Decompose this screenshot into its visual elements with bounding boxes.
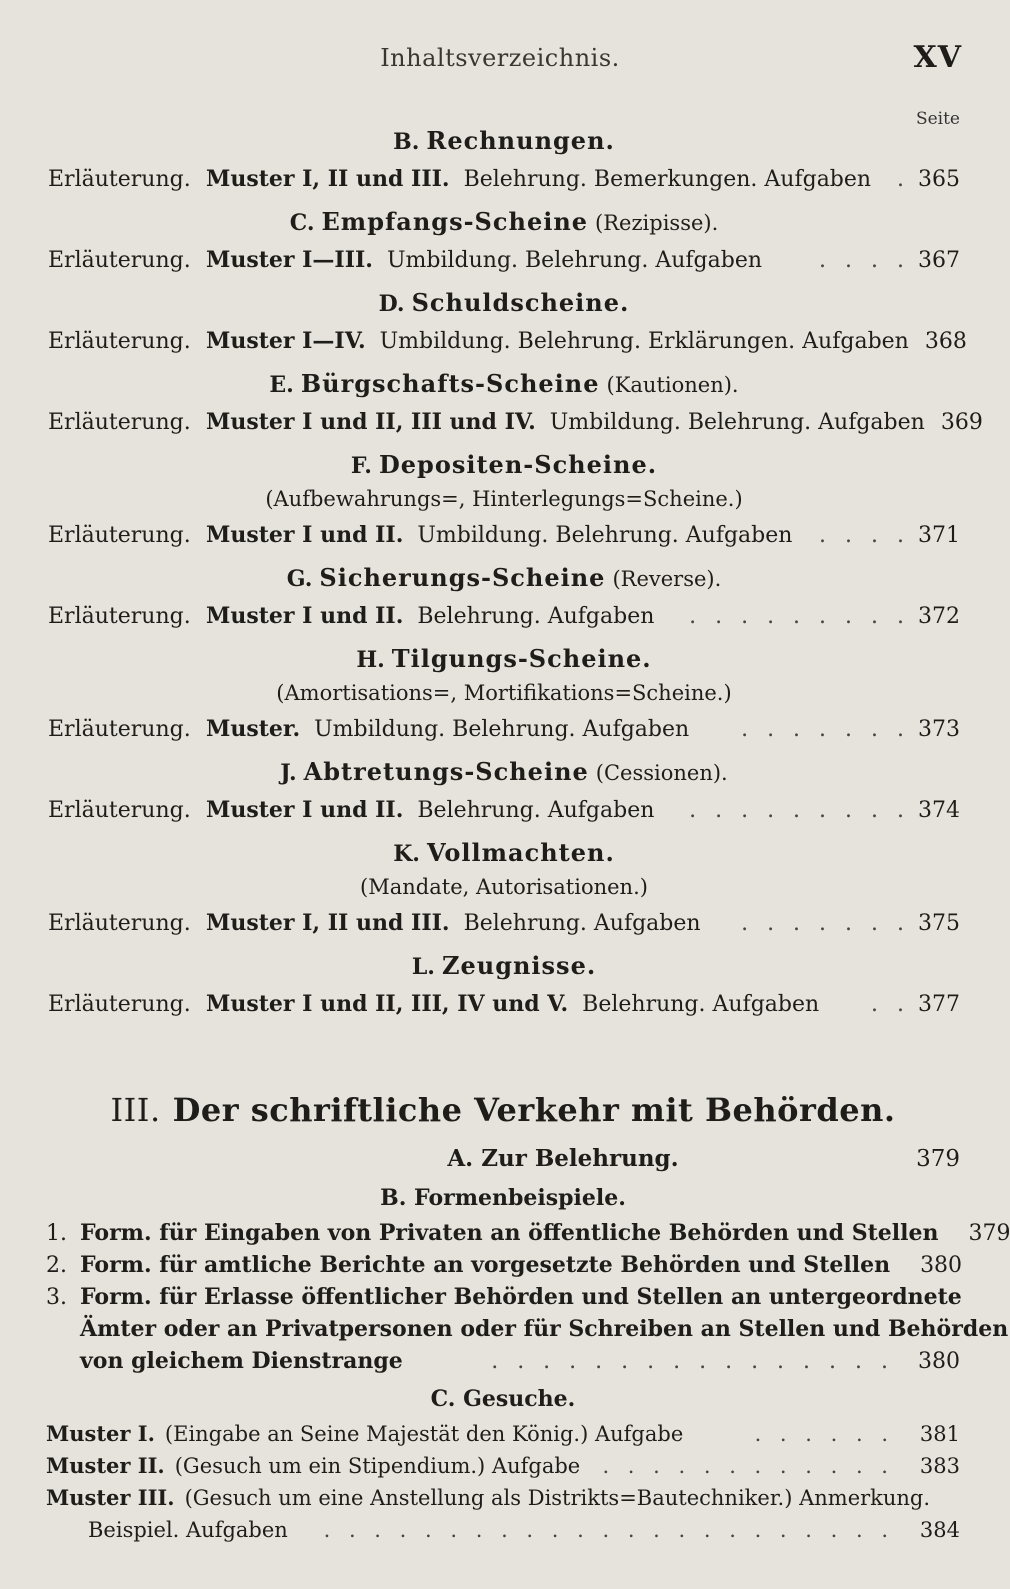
section-letter: H. (356, 647, 385, 673)
entry-topics: Umbildung. Belehrung. Aufgaben (549, 410, 925, 435)
toc-entry[interactable] (48, 790, 960, 834)
entry-page: 371 (918, 523, 960, 548)
section-letter: J. (280, 760, 297, 786)
section-note: (Cessionen). (595, 761, 728, 785)
section-heading (48, 947, 960, 984)
gesuch-continued-text: Beispiel. Aufgaben (88, 1518, 288, 1542)
part-a-page: 379 (916, 1146, 960, 1172)
entry-muster: Muster I und II, III, IV und V. (206, 991, 569, 1017)
leader-dots: . . . . (819, 523, 910, 548)
gesuch-page: 381 (919, 1422, 960, 1446)
form-number: 1. (46, 1221, 67, 1246)
gesuch-muster: Muster II. (46, 1453, 165, 1478)
section-title: Tilgungs-Scheine. (391, 644, 652, 673)
section-title: Zeugnisse. (441, 951, 597, 980)
entry-page: 368 (924, 329, 967, 354)
gesuch-muster: Muster III. (46, 1485, 175, 1510)
section-letter: K. (393, 841, 420, 867)
gesuch-entry[interactable] (46, 1482, 960, 1514)
form-title: Form. für Erlasse öffentlicher Behörden und Stellen an untergeordnete (80, 1284, 962, 1310)
gesuch-entry[interactable] (46, 1450, 960, 1482)
entry-label: Erläuterung. (48, 167, 191, 192)
entry-page: 373 (918, 717, 960, 742)
entry-topics: Belehrung. Aufgaben (463, 911, 701, 936)
gesuch-page: 383 (919, 1454, 960, 1478)
toc-entry[interactable] (48, 402, 983, 446)
entry-page: 365 (918, 167, 960, 192)
section-letter: F. (350, 453, 372, 479)
section-heading (48, 753, 960, 790)
gesuch-title: (Eingabe an Seine Majestät den König.) Aufgabe (164, 1422, 684, 1446)
section-heading (48, 365, 960, 402)
form-title: Form. für amtliche Berichte an vorgesetzte Behörden und Stellen (80, 1252, 891, 1278)
form-page: 379 (968, 1221, 1010, 1246)
running-head (0, 40, 1000, 80)
form-entry[interactable] (46, 1217, 1010, 1249)
chapter-heading (46, 1082, 960, 1138)
seite-label: Seite (915, 109, 960, 129)
entry-label: Erläuterung. (48, 523, 191, 548)
entry-page: 372 (918, 604, 960, 629)
entry-muster: Muster I und II. (206, 797, 404, 823)
section-title: Sicherungs-Scheine (319, 563, 606, 592)
entry-topics: Belehrung. Aufgaben (417, 604, 655, 629)
section-letter: D. (378, 291, 405, 317)
section-title: Depositen-Scheine. (378, 450, 658, 479)
section-title: Abtretungs-Scheine (303, 757, 589, 786)
section-letter: L. (411, 954, 435, 980)
section-title: Rechnungen. (426, 126, 615, 155)
toc-entry[interactable] (48, 709, 960, 753)
entry-muster: Muster I und II. (206, 603, 404, 629)
section-heading (48, 203, 960, 240)
section-subtitle: (Amortisations=, Mortifikations=Scheine.) (276, 681, 732, 705)
entry-page: 369 (940, 410, 983, 435)
section-subtitle: (Aufbewahrungs=, Hinterlegungs=Scheine.) (265, 487, 743, 511)
section-heading (48, 640, 960, 677)
gesuch-title: (Gesuch um eine Anstellung als Distrikts=Bautechniker.) Anmerkung. (184, 1486, 931, 1510)
leader-dots: . (897, 167, 910, 192)
chapter-title: Der schriftliche Verkehr mit Behörden. (172, 1091, 896, 1129)
section-heading (48, 446, 960, 483)
section-note: (Kautionen). (606, 373, 739, 397)
leader-dots: . . . . . . . . . (689, 798, 910, 823)
leader-dots: . . . . . . . . . (689, 604, 910, 629)
gesuch-entry[interactable] (46, 1418, 960, 1450)
section-letter: C. (289, 210, 315, 236)
section-title: Schuldscheine. (411, 288, 630, 317)
chapter-three (46, 1082, 1010, 1546)
toc-entry[interactable] (48, 903, 960, 947)
entry-topics: Belehrung. Aufgaben (417, 798, 655, 823)
leader-dots: . . . . (819, 248, 910, 273)
gesuch-muster: Muster I. (46, 1421, 155, 1446)
entry-topics: Belehrung. Bemerkungen. Aufgaben (463, 167, 872, 192)
gesuch-title: (Gesuch um ein Stipendium.) Aufgabe (174, 1454, 581, 1478)
form-page: 380 (920, 1253, 963, 1278)
section-letter: B. (393, 129, 420, 155)
leader-dots: . . . . . . . . . . . . (602, 1454, 894, 1478)
leader-dots: . . . . . . . (741, 911, 910, 936)
entry-muster: Muster I, II und III. (206, 910, 450, 936)
toc-entry[interactable] (48, 240, 960, 284)
toc-entry[interactable] (48, 596, 960, 640)
entry-page: 367 (918, 248, 960, 273)
form-title: Form. für Eingaben von Privaten an öffentliche Behörden und Stellen (80, 1220, 939, 1246)
toc-entry-zur-belehrung[interactable] (46, 1138, 960, 1180)
form-number: 3. (46, 1285, 67, 1310)
entry-muster: Muster I und II. (206, 522, 404, 548)
leader-dots: . . (871, 992, 910, 1017)
entry-label: Erläuterung. (48, 717, 191, 742)
entry-label: Erläuterung. (48, 992, 191, 1017)
form-title-continued: Ämter oder an Privatpersonen oder für Schreiben an Stellen und Behörden (80, 1316, 1009, 1342)
section-heading (48, 284, 960, 321)
entry-label: Erläuterung. (48, 410, 191, 435)
leader-dots: . . . . . . . . . . . . . . . . . . . . . . . (323, 1518, 894, 1542)
form-title-continued: von gleichem Dienstrange (80, 1348, 403, 1374)
part-c-list (46, 1418, 960, 1546)
section-letter: E. (269, 372, 294, 398)
part-c-heading: C. Gesuche. (430, 1386, 576, 1412)
toc-entry[interactable] (48, 515, 960, 559)
entry-topics: Umbildung. Belehrung. Erklärungen. Aufgaben (379, 329, 909, 354)
gesuch-entry-continued (46, 1514, 960, 1546)
section-list (48, 122, 983, 1028)
part-b-list (46, 1217, 1010, 1377)
entry-page: 377 (918, 992, 960, 1017)
toc-entry[interactable] (48, 321, 967, 365)
gesuch-page: 384 (919, 1518, 960, 1542)
form-number: 2. (46, 1253, 67, 1278)
section-heading (48, 122, 960, 159)
section-title: Bürgschafts-Scheine (300, 369, 600, 398)
entry-page: 375 (918, 911, 960, 936)
section-heading (48, 834, 960, 871)
entry-label: Erläuterung. (48, 248, 191, 273)
section-subtitle: (Mandate, Autorisationen.) (360, 875, 648, 899)
section-note: (Rezipisse). (595, 211, 719, 235)
section-title: Vollmachten. (426, 838, 615, 867)
entry-label: Erläuterung. (48, 604, 191, 629)
leader-dots: . . . . . . (754, 1422, 894, 1446)
running-title: Inhaltsverzeichnis. (380, 44, 620, 72)
entry-muster: Muster I—III. (206, 247, 373, 273)
entry-muster: Muster I, II und III. (206, 166, 450, 192)
section-heading (48, 559, 960, 596)
leader-dots: . . . . . . . (741, 717, 910, 742)
entry-topics: Umbildung. Belehrung. Aufgaben (386, 248, 763, 273)
form-entry-continued (46, 1345, 960, 1377)
entry-muster: Muster. (206, 716, 301, 742)
section-title: Empfangs-Scheine (321, 207, 589, 236)
entry-topics: Umbildung. Belehrung. Aufgaben (314, 717, 690, 742)
entry-label: Erläuterung. (48, 911, 191, 936)
section-note: (Reverse). (612, 567, 722, 591)
page-number: XV (913, 40, 962, 75)
part-a-label: A. Zur Belehrung. (447, 1145, 679, 1172)
chapter-roman: III. (110, 1091, 161, 1129)
form-entry[interactable] (46, 1281, 960, 1313)
toc-entry[interactable] (48, 984, 960, 1028)
entry-muster: Muster I—IV. (206, 328, 366, 354)
section-letter: G. (286, 566, 313, 592)
form-page: 380 (918, 1349, 960, 1374)
entry-page: 374 (918, 798, 960, 823)
part-b-heading: B. Formenbeispiele. (380, 1185, 626, 1211)
form-entry[interactable] (46, 1249, 963, 1281)
leader-dots: . . . . . . . . . . . . . . . . (491, 1349, 894, 1374)
entry-label: Erläuterung. (48, 329, 191, 354)
entry-label: Erläuterung. (48, 798, 191, 823)
toc-entry[interactable] (48, 159, 960, 203)
entry-topics: Umbildung. Belehrung. Aufgaben (417, 523, 793, 548)
entry-topics: Belehrung. Aufgaben (582, 992, 820, 1017)
entry-muster: Muster I und II, III und IV. (206, 409, 536, 435)
